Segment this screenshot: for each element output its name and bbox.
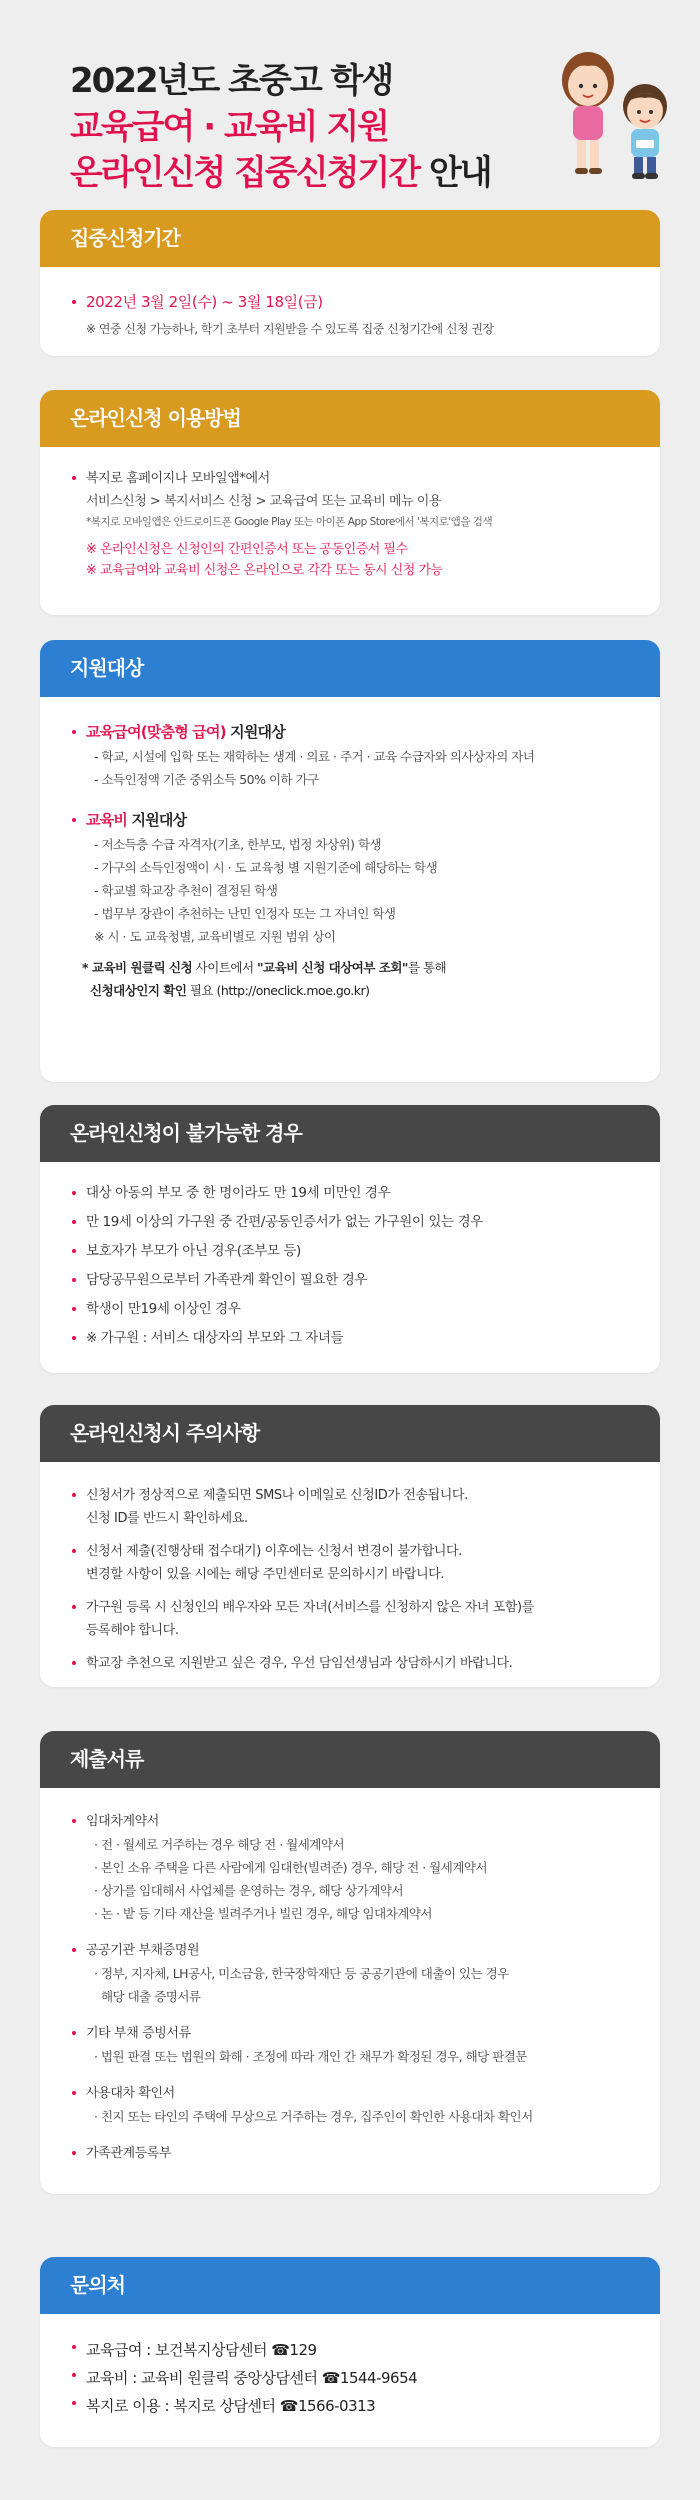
document-group-item: · 상가를 임대해서 사업체를 운영하는 경우, 해당 상가계약서	[94, 1883, 404, 1898]
contact-item: 교육비 : 교육비 원클릭 중앙상담센터 ☎1544-9654	[72, 2364, 636, 2392]
impossible-case-item: 학생이 만19세 이상인 경우	[72, 1298, 636, 1321]
impossible-case-item: 담당공무원으로부터 가족관계 확인이 필요한 경우	[72, 1269, 636, 1292]
card-online-impossible	[40, 1105, 660, 1373]
document-group-label: 가족관계등록부	[72, 2142, 636, 2165]
impossible-case-item: 보호자가 부모가 아닌 경우(조부모 등)	[72, 1240, 636, 1263]
target-group-education-cost	[72, 807, 636, 833]
header-title-line2: 교육급여 · 교육비 지원	[70, 107, 389, 147]
impossible-case-item: ※ 가구원 : 서비스 대상자의 부모와 그 자녀들	[72, 1327, 636, 1350]
document-group	[72, 2142, 636, 2165]
document-group-item: · 친지 또는 타인의 주택에 무상으로 거주하는 경우, 집주인이 확인한 사용대차 확인서	[94, 2109, 533, 2124]
document-group-label: 기타 부채 증빙서류	[72, 2022, 636, 2045]
application-period-note: ※ 연중 신청 가능하나, 학기 초부터 지원받을 수 있도록 집중 신청기간에 신청 권장	[86, 322, 494, 336]
target-group-1-item: - 학교, 시설에 입학 또는 재학하는 생계 · 의료 · 주거 · 교육 수급자와 의사상자의 자녀	[94, 749, 535, 764]
document-group	[72, 1810, 636, 1925]
document-group-item: · 전 · 월세로 거주하는 경우 해당 전 · 월세계약서	[94, 1837, 345, 1852]
caution-item: 신청서가 정상적으로 제출되면 SMS나 이메일로 신청ID가 전송됩니다. 신청 ID를 반드시 확인하세요.	[72, 1484, 636, 1530]
card-title: 온라인신청시 주의사항	[40, 1405, 660, 1462]
method-warning-1: ※ 온라인신청은 신청인의 간편인증서 또는 공동인증서 필수	[86, 542, 408, 557]
card-online-method	[40, 390, 660, 615]
method-line-2: 서비스신청 > 복지서비스 신청 > 교육급여 또는 교육비 메뉴 이용	[86, 494, 441, 509]
caution-item: 가구원 등록 시 신청인의 배우자와 모든 자녀(서비스를 신청하지 않은 자녀 포함)를 등록해야 합니다.	[72, 1596, 636, 1642]
target-group-2-item: ※ 시 · 도 교육청별, 교육비별로 지원 범위 상이	[94, 929, 336, 944]
target-group-1-item: - 소득인정액 기준 중위소득 50% 이하 가구	[94, 772, 319, 787]
method-warning-2: ※ 교육급여와 교육비 신청은 온라인으로 각각 또는 동시 신청 가능	[86, 563, 443, 578]
document-group	[72, 2022, 636, 2068]
caution-item: 신청서 제출(진행상태 접수대기) 이후에는 신청서 변경이 불가합니다. 변경할 사항이 있을 시에는 해당 주민센터로 문의하시기 바랍니다.	[72, 1540, 636, 1586]
card-title: 문의처	[40, 2257, 660, 2314]
card-caution	[40, 1405, 660, 1687]
card-title: 온라인신청 이용방법	[40, 390, 660, 447]
oneclick-url-text: 필요 (http://oneclick.moe.go.kr)	[186, 983, 370, 998]
impossible-case-item: 대상 아동의 부모 중 한 명이라도 만 19세 미만인 경우	[72, 1182, 636, 1205]
document-group-item: · 본인 소유 주택을 다른 사람에게 임대한(빌려준) 경우, 해당 전 · 월세계약서	[94, 1860, 488, 1875]
caution-item: 학교장 추천으로 지원받고 싶은 경우, 우선 담임선생님과 상담하시기 바랍니다.	[72, 1652, 636, 1675]
oneclick-notice-2	[72, 979, 636, 1002]
document-group-item: · 정부, 지자체, LH공사, 미소금융, 한국장학재단 등 공공기관에 대출이 있는 경우 해당 대출 증명서류	[94, 1966, 509, 2004]
target-group-education-benefit	[72, 719, 636, 745]
oneclick-notice	[72, 956, 636, 979]
oneclick-check: 신청대상인지 확인	[90, 983, 187, 998]
document-group-item: · 법원 판결 또는 법원의 화해 · 조정에 따라 개인 간 채무가 확정된 경우, 해당 판결문	[94, 2049, 527, 2064]
target-group-2-item: - 저소득층 수급 자격자(기초, 한부모, 법정 차상위) 학생	[94, 837, 382, 852]
document-group-label: 공공기관 부채증명원	[72, 1939, 636, 1962]
header-title-line3-suffix: 안내	[419, 153, 491, 193]
target-group-1-suffix: 지원대상	[225, 723, 285, 741]
card-title: 지원대상	[40, 640, 660, 697]
document-group-item: · 논 · 밭 등 기타 재산을 빌려주거나 빌린 경우, 해당 임대차계약서	[94, 1906, 433, 1921]
target-group-2-item: - 가구의 소득인정액이 시 · 도 교육청 별 지원기준에 해당하는 학생	[94, 860, 438, 875]
document-group-label: 임대차계약서	[72, 1810, 636, 1833]
document-group	[72, 1939, 636, 2008]
target-group-1-highlight: 교육급여(맞춤형 급여)	[86, 723, 226, 741]
document-group-label: 사용대차 확인서	[72, 2082, 636, 2105]
header-title-line1: 2022년도 초중고 학생	[70, 61, 393, 101]
oneclick-query: "교육비 신청 대상여부 조회"	[257, 960, 408, 975]
header-title-line3-highlight: 온라인신청 집중신청기간	[70, 153, 420, 193]
page-header	[0, 0, 700, 193]
card-support-target	[40, 640, 660, 1082]
card-title: 집중신청기간	[40, 210, 660, 267]
card-application-period	[40, 210, 660, 356]
method-line-1: 복지로 홈페이지나 모바일앱*에서	[72, 467, 636, 490]
card-title: 온라인신청이 불가능한 경우	[40, 1105, 660, 1162]
document-group	[72, 2082, 636, 2128]
contact-item: 복지로 이용 : 복지로 상담센터 ☎1566-0313	[72, 2392, 636, 2420]
card-documents	[40, 1731, 660, 2194]
oneclick-text-1: 사이트에서	[192, 960, 258, 975]
card-title: 제출서류	[40, 1731, 660, 1788]
application-date-range: 2022년 3월 2일(수) ~ 3월 18일(금)	[72, 289, 636, 315]
target-group-2-highlight: 교육비	[86, 811, 128, 829]
children-illustration	[543, 40, 688, 185]
target-group-2-item: - 법무부 장관이 추천하는 난민 인정자 또는 그 자녀인 학생	[94, 906, 396, 921]
method-app-note: *복지로 모바일앱은 안드로이드폰 Google Play 또는 아이폰 App Store에서 '복지로'앱을 검색	[86, 516, 493, 528]
contact-item: 교육급여 : 보건복지상담센터 ☎129	[72, 2336, 636, 2364]
oneclick-text-2: 를 통해	[407, 960, 447, 975]
target-group-2-item: - 학교별 학교장 추천이 결정된 학생	[94, 883, 278, 898]
target-group-2-suffix: 지원대상	[127, 811, 187, 829]
oneclick-label: * 교육비 원클릭 신청	[82, 960, 193, 975]
card-contact	[40, 2257, 660, 2447]
impossible-case-item: 만 19세 이상의 가구원 중 간편/공동인증서가 없는 가구원이 있는 경우	[72, 1211, 636, 1234]
